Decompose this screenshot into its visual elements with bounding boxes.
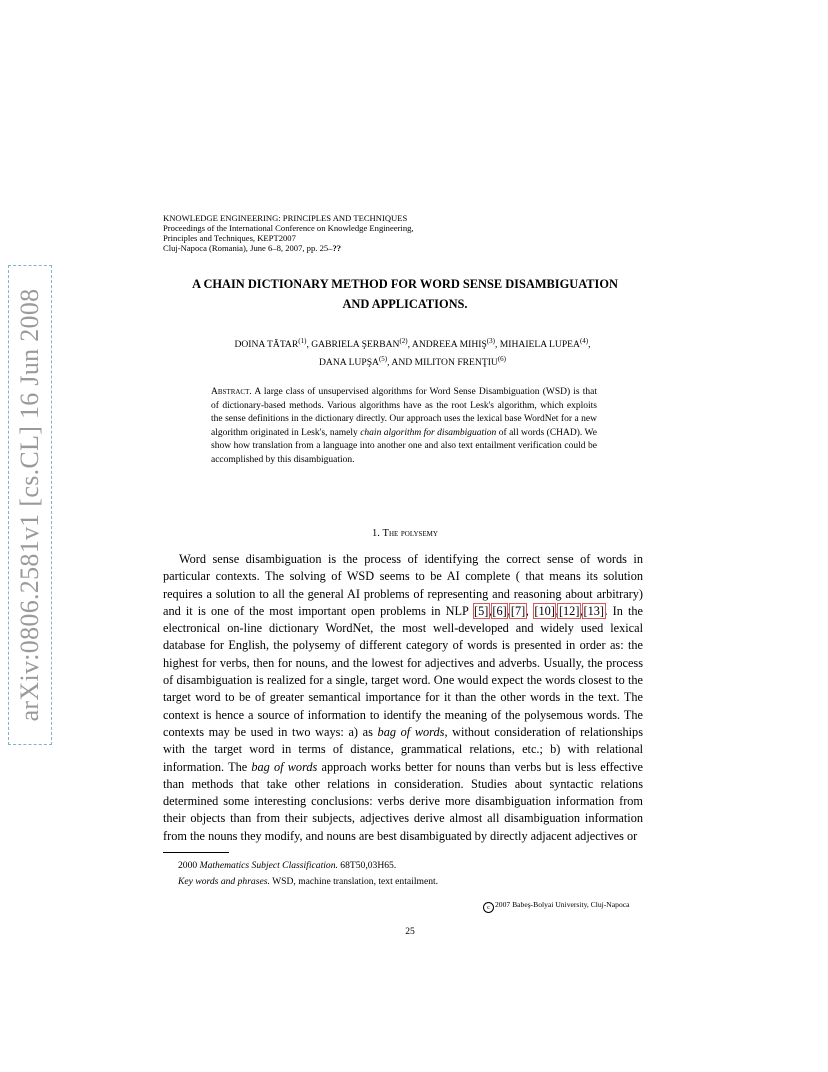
body-emphasis-2: bag of words xyxy=(251,759,318,774)
copyright-notice xyxy=(483,900,629,913)
section-title: The polysemy xyxy=(382,528,438,539)
body-text xyxy=(163,551,643,845)
body-text-1: Word sense disambiguation is the process of identifying the correct sense of words in particular contexts. The solving of WSD seems to be AI complete ( that means its solution requires a solution to all the general AI problems of representing and reasoning about arbitrary) and it is one of the most important open problems in NLP xyxy=(163,552,643,618)
header-line-4-suffix: ?? xyxy=(332,243,342,253)
citation-7[interactable]: [7] xyxy=(510,603,526,618)
header-line-4 xyxy=(163,243,414,253)
footnote-msc-label: Mathematics Subject Classification. xyxy=(199,860,338,871)
footnote-keywords xyxy=(178,874,438,890)
author-4-mark: (4) xyxy=(579,337,589,345)
footnote-msc xyxy=(178,858,438,874)
body-text-2: . In the electronical on-line dictionary WordNet, the most well-developed and widely used lexical database for English, the polysemy of different category of words is presented in order as: the highest for verbs, then for nouns, and the lowest for adjectives and adverbs. Usually, the process of disambiguation is realized for a single, target word. One would expect the words closest to the target word to be of greater semantical importance for it than the other words in the text. The context is hence a source of information to identify the meaning of the polysemous words. The contexts may be used in two ways: a) as xyxy=(163,603,644,739)
abstract-text-1: A large class of unsupervised algorithms for Word Sense Disambiguation (WSD) is that of dictionary-based methods. Various algorithms have as the root Lesk's algorithm, which exploits the sense definitions in the dictionary directly. Our approach uses the lexical base WordNet for a new algorithm originated in Lesk's, namely xyxy=(211,387,597,438)
abstract-emphasis: chain algorithm for disambiguation xyxy=(360,427,497,438)
footnote-keywords-label: Key words and phrases. xyxy=(178,875,270,887)
citation-sep: , xyxy=(525,603,529,618)
footnote-msc-year: 2000 xyxy=(178,860,200,871)
citation-12[interactable]: [12] xyxy=(558,603,580,618)
header-line-3: Principles and Techniques, KEPT2007 xyxy=(163,233,296,243)
citation-10[interactable]: [10] xyxy=(534,603,555,618)
author-6-mark: (6) xyxy=(497,355,506,364)
footnote-rule xyxy=(163,852,229,853)
author-1: DOINA TĂTAR xyxy=(234,339,299,351)
authors-line-1 xyxy=(150,334,675,352)
header-line-4-prefix: Cluj-Napoca (Romania), June 6–8, 2007, pp. 25– xyxy=(163,243,333,253)
footnotes xyxy=(178,858,438,889)
title-line-1: A CHAIN DICTIONARY METHOD FOR WORD SENSE DISAMBIGUATION xyxy=(192,277,618,291)
page-number: 25 xyxy=(405,926,415,937)
author-4-end: , xyxy=(588,339,591,351)
citation-5[interactable]: [5] xyxy=(474,603,489,618)
author-2-mark: (2) xyxy=(399,337,408,345)
citation-sep: , xyxy=(579,603,584,618)
body-emphasis-1: bag of words xyxy=(377,724,445,739)
body-text-4: approach works better for nouns than verbs but is less effective than methods that take other relations in consideration. Studies about syntactic relations determined some interesting conclusions: verbs derive more disambiguation information from their objects than from their subjects, adjectives derive almost all disambiguation information from the nouns they modify, and nouns are best disambiguated by directly adjacent adjectives or xyxy=(163,759,643,843)
author-3: , ANDREEA MIHIŞ xyxy=(407,339,487,351)
header-line-2: Proceedings of the International Conference on Knowledge Engineering, xyxy=(163,223,414,233)
paper-title xyxy=(150,274,660,314)
section-heading xyxy=(150,528,660,539)
copyright-icon: c xyxy=(483,902,494,913)
authors-line-2 xyxy=(150,352,675,370)
footnote-keywords-value: WSD, machine translation, text entailment. xyxy=(269,875,439,887)
footnote-msc-value: 68T50,03H65. xyxy=(337,860,397,871)
copyright-text: 2007 Babeş-Bolyai University, Cluj-Napoca xyxy=(495,900,630,909)
citation-sep: , xyxy=(507,603,511,618)
body-paragraph xyxy=(163,551,643,845)
author-list xyxy=(150,334,675,370)
author-2: , GABRIELA ŞERBAN xyxy=(306,339,400,351)
author-5: DANA LUPŞA xyxy=(318,357,379,369)
abstract-label: Abstract. xyxy=(211,387,252,397)
citation-13[interactable]: [13] xyxy=(583,603,605,618)
abstract-text-2: of all words (CHAD). We show how translation from a language into another one and also text entailment verification could be accomplished by this disambiguation. xyxy=(211,427,597,465)
author-4: , MIHAIELA LUPEA xyxy=(494,339,580,351)
body-text-3: , without consideration of relationships with the target word in terms of distance, grammatical relations, etc.; b) with relational information. The xyxy=(163,724,643,774)
journal-header xyxy=(163,213,414,253)
author-5-mark: (5) xyxy=(378,355,388,364)
citation-sep: , xyxy=(488,603,492,618)
citation-6[interactable]: [6] xyxy=(492,603,507,618)
citation-sep: , xyxy=(555,603,559,618)
author-1-mark: (1) xyxy=(298,337,307,345)
arxiv-identifier[interactable]: arXiv:0806.2581v1 [cs.CL] 16 Jun 2008 xyxy=(15,288,44,722)
title-line-2: AND APPLICATIONS. xyxy=(342,297,468,311)
abstract xyxy=(211,386,597,468)
header-line-1: KNOWLEDGE ENGINEERING: PRINCIPLES AND TECHNIQUES xyxy=(163,213,408,223)
author-6: , AND MILITON FRENŢIU xyxy=(387,357,498,369)
section-number: 1. xyxy=(372,528,383,539)
author-3-mark: (3) xyxy=(486,337,495,345)
arxiv-sidebar xyxy=(8,265,52,745)
